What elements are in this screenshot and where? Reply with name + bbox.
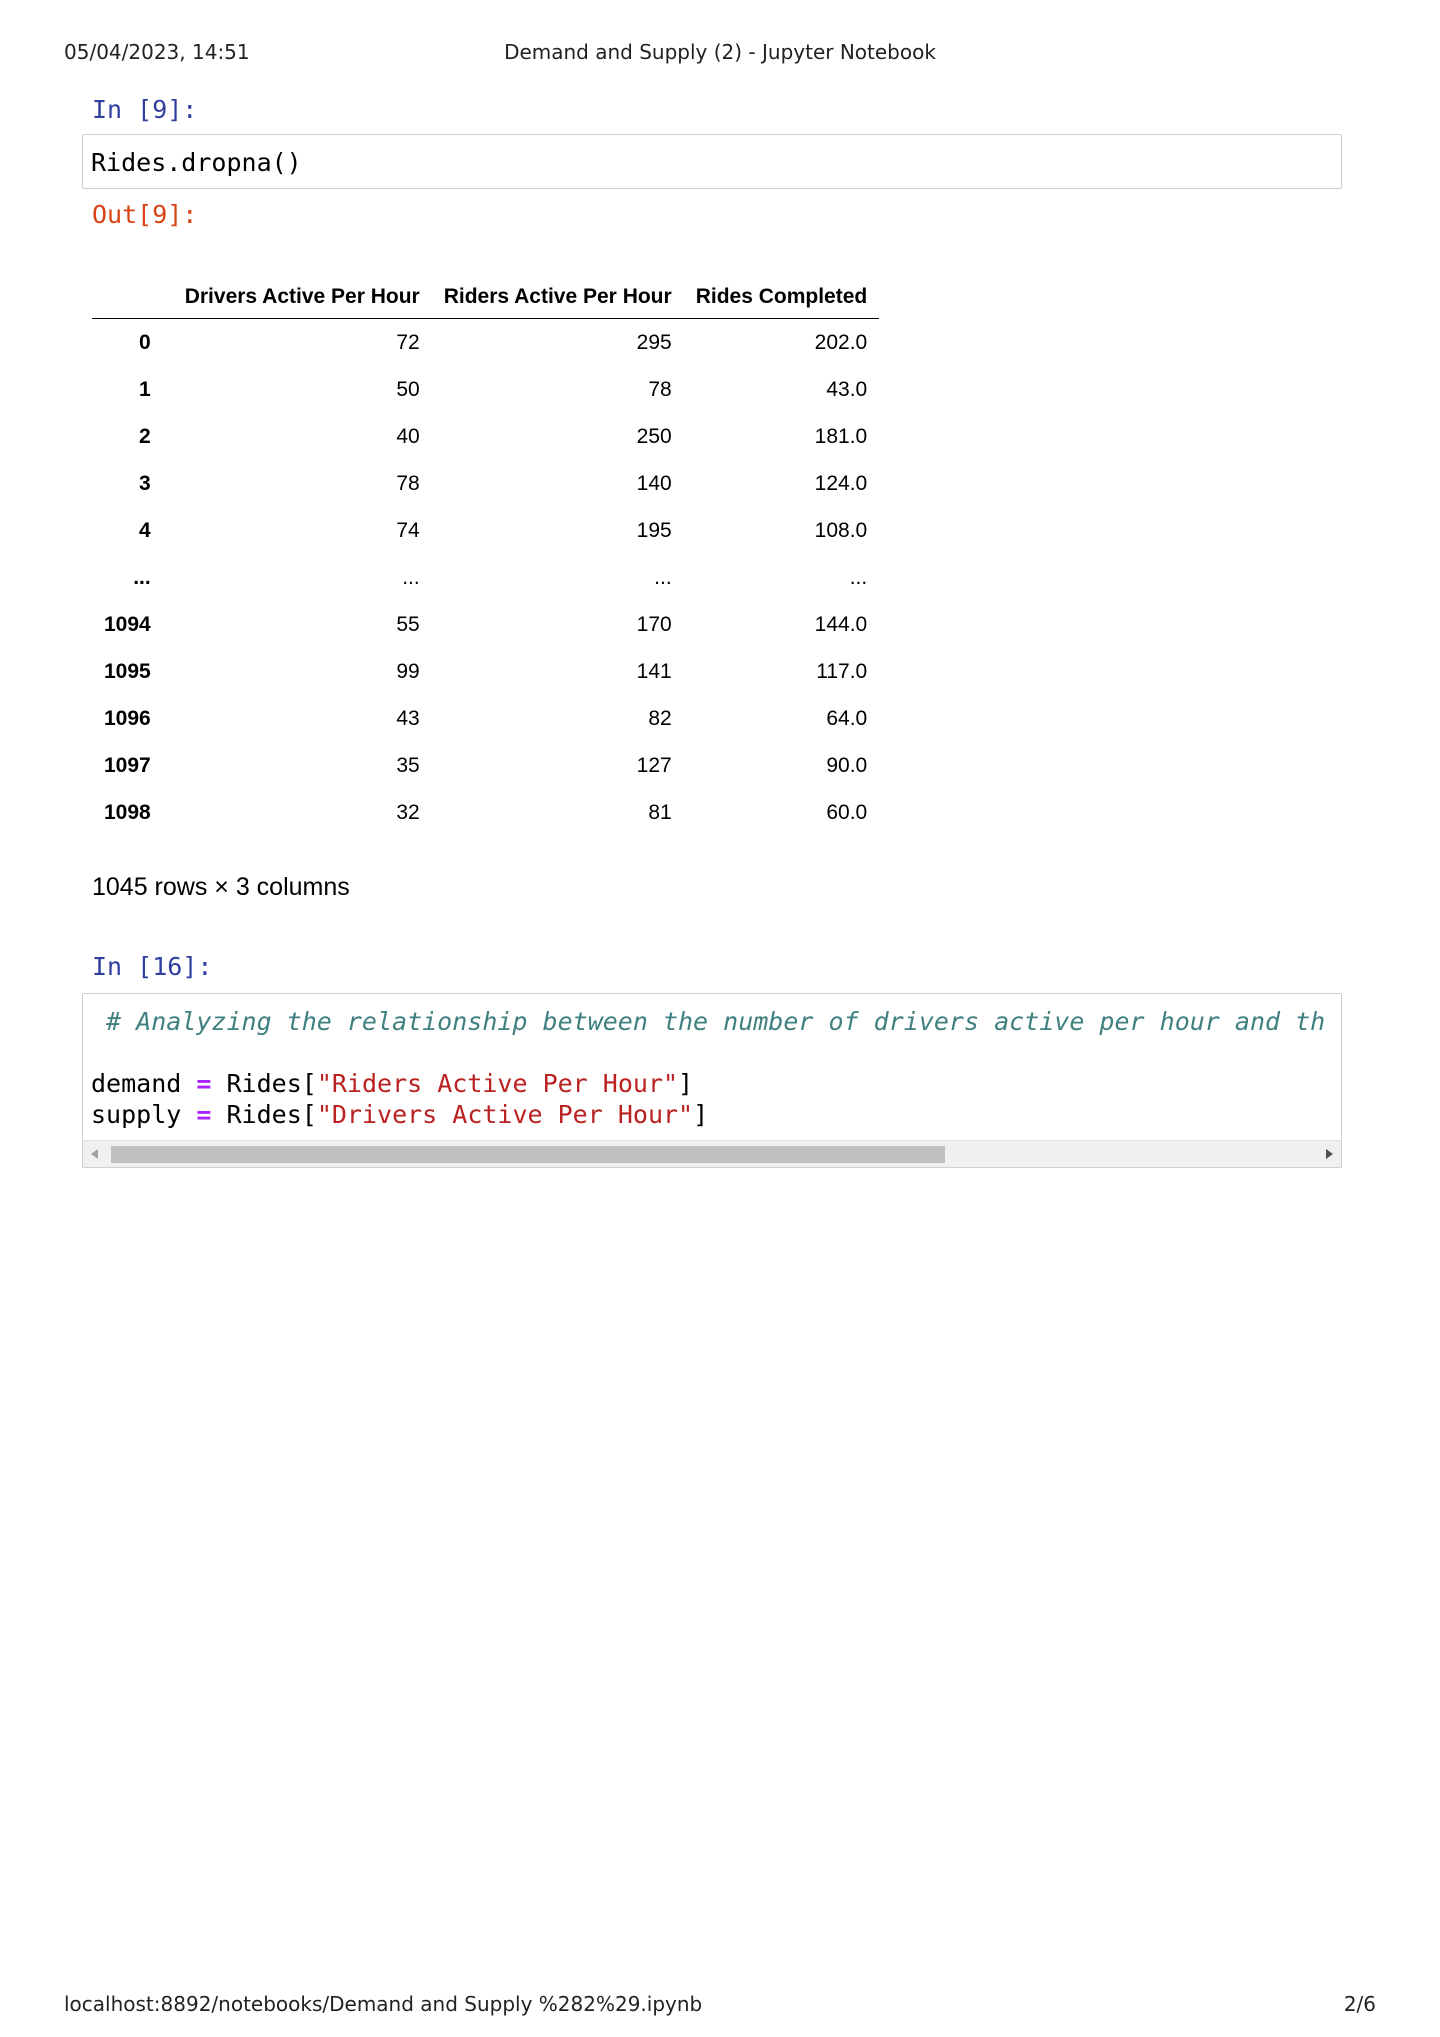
cell-9-code: Rides.dropna() xyxy=(91,148,302,177)
cell-9-out-prompt: Out[9]: xyxy=(92,200,198,229)
scroll-left-arrow-icon[interactable] xyxy=(91,1149,98,1159)
table-cell: ... xyxy=(654,565,672,589)
table-cell: 144.0 xyxy=(814,612,868,636)
row-index: 4 xyxy=(139,518,151,542)
cell-9-code-input[interactable] xyxy=(82,134,1342,189)
table-cell: 43.0 xyxy=(826,377,868,401)
code-var: demand xyxy=(91,1069,182,1098)
cell-16-code-input[interactable] xyxy=(82,993,1342,1168)
table-cell: 72 xyxy=(396,330,420,354)
table-cell: ... xyxy=(849,565,868,589)
table-row xyxy=(92,648,879,695)
row-index: 2 xyxy=(139,424,151,448)
table-cell: 124.0 xyxy=(814,471,868,495)
table-row xyxy=(92,601,879,648)
row-index: 1 xyxy=(139,377,151,401)
code-object: Rides[ xyxy=(226,1100,317,1129)
row-index: 1097 xyxy=(104,753,151,777)
table-cell: 140 xyxy=(636,471,672,495)
table-cell: 108.0 xyxy=(814,518,868,542)
code-line-supply xyxy=(91,1100,708,1129)
row-index: 0 xyxy=(139,330,151,354)
code-string: "Riders Active Per Hour" xyxy=(316,1069,679,1098)
page-header xyxy=(64,40,1376,64)
table-cell: 32 xyxy=(396,800,420,824)
row-index: 1095 xyxy=(104,659,151,683)
table-row xyxy=(92,460,879,507)
horizontal-scrollbar[interactable] xyxy=(83,1140,1341,1167)
table-cell: 35 xyxy=(396,753,420,777)
table-cell: 99 xyxy=(396,659,420,683)
table-cell: 82 xyxy=(648,706,672,730)
page-number: 2/6 xyxy=(1343,1992,1376,2016)
code-line-demand xyxy=(91,1069,693,1098)
code-bracket: ] xyxy=(678,1069,694,1098)
table-cell: 78 xyxy=(396,471,420,495)
table-row xyxy=(92,695,879,742)
table-cell: 181.0 xyxy=(814,424,868,448)
table-cell: 40 xyxy=(396,424,420,448)
page-title: Demand and Supply (2) - Jupyter Notebook xyxy=(504,40,936,64)
dataframe-shape: 1045 rows × 3 columns xyxy=(92,873,350,901)
table-row xyxy=(92,789,879,836)
table-cell: 64.0 xyxy=(826,706,868,730)
page-footer xyxy=(64,1992,1376,2016)
index-header xyxy=(92,276,173,319)
column-header: Rides Completed xyxy=(684,276,880,319)
column-header: Riders Active Per Hour xyxy=(432,276,684,319)
cell-9-in-prompt: In [9]: xyxy=(92,95,198,124)
table-cell: 141 xyxy=(636,659,672,683)
table-cell: 50 xyxy=(396,377,420,401)
code-string: "Drivers Active Per Hour" xyxy=(316,1100,694,1129)
print-datetime: 05/04/2023, 14:51 xyxy=(64,40,250,64)
row-index: 1098 xyxy=(104,800,151,824)
row-index: 1094 xyxy=(104,612,151,636)
table-header-row xyxy=(92,276,879,319)
notebook-url: localhost:8892/notebooks/Demand and Supply %282%29.ipynb xyxy=(64,1992,703,2016)
table-cell: 202.0 xyxy=(814,330,868,354)
table-cell: 60.0 xyxy=(826,800,868,824)
table-cell: 43 xyxy=(396,706,420,730)
table-row xyxy=(92,366,879,413)
row-index: 3 xyxy=(139,471,151,495)
table-row xyxy=(92,319,879,367)
code-object: Rides[ xyxy=(226,1069,317,1098)
table-row-ellipsis xyxy=(92,554,879,601)
table-cell: 81 xyxy=(648,800,672,824)
code-comment: # Analyzing the relationship between the number of drivers active per hour and th xyxy=(91,1007,1326,1036)
table-cell: 90.0 xyxy=(826,753,868,777)
table-cell: 170 xyxy=(636,612,672,636)
table-cell: 55 xyxy=(396,612,420,636)
code-bracket: ] xyxy=(693,1100,709,1129)
column-header: Drivers Active Per Hour xyxy=(173,276,432,319)
table-cell: 74 xyxy=(396,518,420,542)
cell-16-in-prompt: In [16]: xyxy=(92,952,213,981)
code-var: supply xyxy=(91,1100,182,1129)
table-row xyxy=(92,742,879,789)
row-index: ... xyxy=(133,565,151,589)
table-row xyxy=(92,507,879,554)
code-operator: = xyxy=(196,1100,212,1129)
table-cell: 117.0 xyxy=(816,659,868,683)
scroll-right-arrow-icon[interactable] xyxy=(1326,1149,1333,1159)
dataframe-table xyxy=(92,276,879,836)
row-index: 1096 xyxy=(104,706,151,730)
table-cell: 127 xyxy=(636,753,672,777)
table-cell: ... xyxy=(402,565,420,589)
code-operator: = xyxy=(196,1069,212,1098)
table-row xyxy=(92,413,879,460)
table-cell: 250 xyxy=(636,424,672,448)
scrollbar-thumb[interactable] xyxy=(111,1146,945,1163)
table-cell: 78 xyxy=(648,377,672,401)
table-cell: 195 xyxy=(636,518,672,542)
table-cell: 295 xyxy=(636,330,672,354)
